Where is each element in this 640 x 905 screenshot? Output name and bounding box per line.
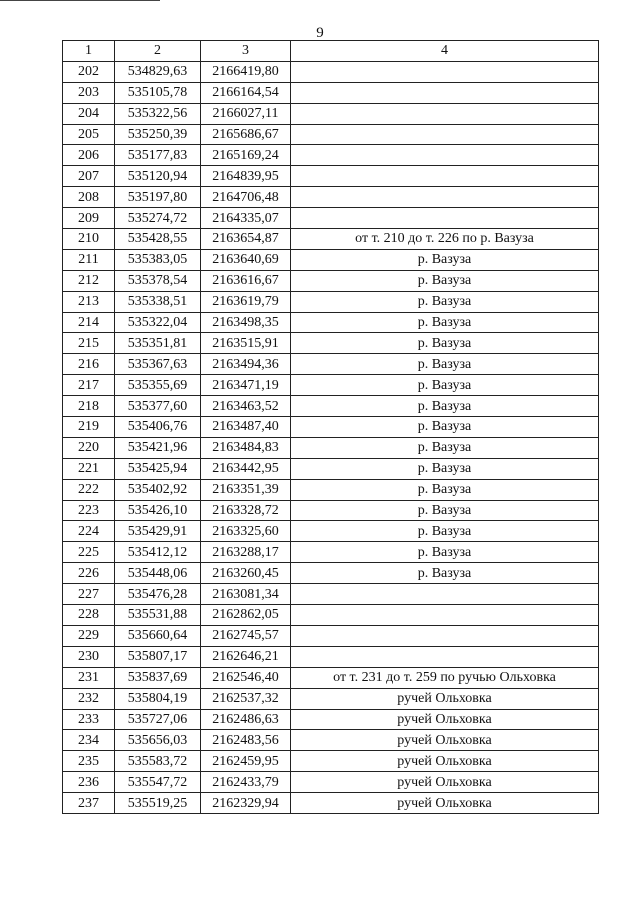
x-coordinate-cell: 535421,96 bbox=[115, 437, 201, 458]
y-coordinate-cell: 2163640,69 bbox=[201, 249, 291, 270]
y-coordinate-cell: 2163498,35 bbox=[201, 312, 291, 333]
table-row bbox=[63, 103, 599, 124]
table-row bbox=[63, 208, 599, 229]
table-row bbox=[63, 646, 599, 667]
description-cell: ручей Ольховка bbox=[291, 793, 599, 814]
table-row bbox=[63, 82, 599, 103]
point-number-cell: 207 bbox=[63, 166, 115, 187]
table-row bbox=[63, 730, 599, 751]
point-number-cell: 220 bbox=[63, 437, 115, 458]
x-coordinate-cell: 535519,25 bbox=[115, 793, 201, 814]
y-coordinate-cell: 2163260,45 bbox=[201, 563, 291, 584]
table-row bbox=[63, 500, 599, 521]
y-coordinate-cell: 2163654,87 bbox=[201, 229, 291, 250]
table-row bbox=[63, 145, 599, 166]
point-number-cell: 225 bbox=[63, 542, 115, 563]
x-coordinate-cell: 535660,64 bbox=[115, 625, 201, 646]
y-coordinate-cell: 2162329,94 bbox=[201, 793, 291, 814]
x-coordinate-cell: 535105,78 bbox=[115, 82, 201, 103]
description-cell: р. Вазуза bbox=[291, 396, 599, 417]
point-number-cell: 204 bbox=[63, 103, 115, 124]
x-coordinate-cell: 535377,60 bbox=[115, 396, 201, 417]
y-coordinate-cell: 2163494,36 bbox=[201, 354, 291, 375]
y-coordinate-cell: 2166419,80 bbox=[201, 61, 291, 82]
description-cell: от т. 210 до т. 226 по р. Вазуза bbox=[291, 229, 599, 250]
y-coordinate-cell: 2166027,11 bbox=[201, 103, 291, 124]
point-number-cell: 202 bbox=[63, 61, 115, 82]
table-row bbox=[63, 625, 599, 646]
header-col-3: 3 bbox=[201, 41, 291, 62]
point-number-cell: 223 bbox=[63, 500, 115, 521]
x-coordinate-cell: 535177,83 bbox=[115, 145, 201, 166]
description-cell: ручей Ольховка bbox=[291, 709, 599, 730]
x-coordinate-cell: 535727,06 bbox=[115, 709, 201, 730]
description-cell: р. Вазуза bbox=[291, 312, 599, 333]
x-coordinate-cell: 535547,72 bbox=[115, 772, 201, 793]
y-coordinate-cell: 2163081,34 bbox=[201, 584, 291, 605]
table-row bbox=[63, 270, 599, 291]
y-coordinate-cell: 2163328,72 bbox=[201, 500, 291, 521]
x-coordinate-cell: 535383,05 bbox=[115, 249, 201, 270]
y-coordinate-cell: 2162862,05 bbox=[201, 605, 291, 626]
point-number-cell: 235 bbox=[63, 751, 115, 772]
description-cell: от т. 231 до т. 259 по ручью Ольховка bbox=[291, 667, 599, 688]
header-col-2: 2 bbox=[115, 41, 201, 62]
y-coordinate-cell: 2163463,52 bbox=[201, 396, 291, 417]
point-number-cell: 231 bbox=[63, 667, 115, 688]
y-coordinate-cell: 2163351,39 bbox=[201, 479, 291, 500]
header-col-1: 1 bbox=[63, 41, 115, 62]
x-coordinate-cell: 535426,10 bbox=[115, 500, 201, 521]
point-number-cell: 211 bbox=[63, 249, 115, 270]
description-cell: ручей Ольховка bbox=[291, 772, 599, 793]
table-row bbox=[63, 542, 599, 563]
point-number-cell: 208 bbox=[63, 187, 115, 208]
point-number-cell: 229 bbox=[63, 625, 115, 646]
x-coordinate-cell: 535448,06 bbox=[115, 563, 201, 584]
point-number-cell: 203 bbox=[63, 82, 115, 103]
x-coordinate-cell: 535402,92 bbox=[115, 479, 201, 500]
y-coordinate-cell: 2165169,24 bbox=[201, 145, 291, 166]
table-row bbox=[63, 333, 599, 354]
table-row bbox=[63, 584, 599, 605]
point-number-cell: 227 bbox=[63, 584, 115, 605]
point-number-cell: 221 bbox=[63, 458, 115, 479]
description-cell: р. Вазуза bbox=[291, 521, 599, 542]
point-number-cell: 217 bbox=[63, 375, 115, 396]
y-coordinate-cell: 2163471,19 bbox=[201, 375, 291, 396]
x-coordinate-cell: 535274,72 bbox=[115, 208, 201, 229]
point-number-cell: 237 bbox=[63, 793, 115, 814]
table-row bbox=[63, 751, 599, 772]
table-row bbox=[63, 688, 599, 709]
point-number-cell: 212 bbox=[63, 270, 115, 291]
y-coordinate-cell: 2162433,79 bbox=[201, 772, 291, 793]
x-coordinate-cell: 535322,04 bbox=[115, 312, 201, 333]
x-coordinate-cell: 534829,63 bbox=[115, 61, 201, 82]
x-coordinate-cell: 535338,51 bbox=[115, 291, 201, 312]
x-coordinate-cell: 535804,19 bbox=[115, 688, 201, 709]
point-number-cell: 236 bbox=[63, 772, 115, 793]
table-row bbox=[63, 396, 599, 417]
description-cell: р. Вазуза bbox=[291, 270, 599, 291]
table-row bbox=[63, 354, 599, 375]
description-cell: р. Вазуза bbox=[291, 500, 599, 521]
table-row bbox=[63, 249, 599, 270]
x-coordinate-cell: 535425,94 bbox=[115, 458, 201, 479]
description-cell: ручей Ольховка bbox=[291, 730, 599, 751]
y-coordinate-cell: 2162459,95 bbox=[201, 751, 291, 772]
table-row bbox=[63, 61, 599, 82]
point-number-cell: 234 bbox=[63, 730, 115, 751]
point-number-cell: 213 bbox=[63, 291, 115, 312]
point-number-cell: 206 bbox=[63, 145, 115, 166]
point-number-cell: 226 bbox=[63, 563, 115, 584]
x-coordinate-cell: 535250,39 bbox=[115, 124, 201, 145]
point-number-cell: 218 bbox=[63, 396, 115, 417]
point-number-cell: 219 bbox=[63, 417, 115, 438]
point-number-cell: 209 bbox=[63, 208, 115, 229]
description-cell: р. Вазуза bbox=[291, 417, 599, 438]
table-row bbox=[63, 417, 599, 438]
table-row bbox=[63, 291, 599, 312]
description-cell bbox=[291, 124, 599, 145]
coordinates-table bbox=[62, 40, 599, 814]
table-row bbox=[63, 437, 599, 458]
y-coordinate-cell: 2164839,95 bbox=[201, 166, 291, 187]
y-coordinate-cell: 2162646,21 bbox=[201, 646, 291, 667]
table-header-row bbox=[63, 41, 599, 62]
description-cell bbox=[291, 103, 599, 124]
table-row bbox=[63, 166, 599, 187]
x-coordinate-cell: 535367,63 bbox=[115, 354, 201, 375]
table-row bbox=[63, 793, 599, 814]
y-coordinate-cell: 2162546,40 bbox=[201, 667, 291, 688]
table-row bbox=[63, 312, 599, 333]
y-coordinate-cell: 2163288,17 bbox=[201, 542, 291, 563]
description-cell: р. Вазуза bbox=[291, 563, 599, 584]
y-coordinate-cell: 2162483,56 bbox=[201, 730, 291, 751]
x-coordinate-cell: 535197,80 bbox=[115, 187, 201, 208]
description-cell: р. Вазуза bbox=[291, 249, 599, 270]
x-coordinate-cell: 535378,54 bbox=[115, 270, 201, 291]
description-cell bbox=[291, 646, 599, 667]
description-cell bbox=[291, 208, 599, 229]
description-cell: р. Вазуза bbox=[291, 375, 599, 396]
description-cell: р. Вазуза bbox=[291, 354, 599, 375]
y-coordinate-cell: 2165686,67 bbox=[201, 124, 291, 145]
table-row bbox=[63, 187, 599, 208]
table-row bbox=[63, 563, 599, 584]
description-cell: р. Вазуза bbox=[291, 458, 599, 479]
description-cell: р. Вазуза bbox=[291, 542, 599, 563]
point-number-cell: 215 bbox=[63, 333, 115, 354]
x-coordinate-cell: 535837,69 bbox=[115, 667, 201, 688]
description-cell: р. Вазуза bbox=[291, 437, 599, 458]
point-number-cell: 222 bbox=[63, 479, 115, 500]
point-number-cell: 224 bbox=[63, 521, 115, 542]
point-number-cell: 228 bbox=[63, 605, 115, 626]
x-coordinate-cell: 535412,12 bbox=[115, 542, 201, 563]
description-cell bbox=[291, 82, 599, 103]
table-row bbox=[63, 605, 599, 626]
point-number-cell: 210 bbox=[63, 229, 115, 250]
table-row bbox=[63, 124, 599, 145]
description-cell bbox=[291, 605, 599, 626]
y-coordinate-cell: 2163616,67 bbox=[201, 270, 291, 291]
x-coordinate-cell: 535406,76 bbox=[115, 417, 201, 438]
description-cell: р. Вазуза bbox=[291, 291, 599, 312]
y-coordinate-cell: 2163442,95 bbox=[201, 458, 291, 479]
y-coordinate-cell: 2163484,83 bbox=[201, 437, 291, 458]
point-number-cell: 232 bbox=[63, 688, 115, 709]
top-rule bbox=[0, 0, 160, 1]
point-number-cell: 205 bbox=[63, 124, 115, 145]
description-cell: ручей Ольховка bbox=[291, 688, 599, 709]
table-row bbox=[63, 479, 599, 500]
point-number-cell: 230 bbox=[63, 646, 115, 667]
x-coordinate-cell: 535355,69 bbox=[115, 375, 201, 396]
y-coordinate-cell: 2162486,63 bbox=[201, 709, 291, 730]
x-coordinate-cell: 535120,94 bbox=[115, 166, 201, 187]
header-col-4: 4 bbox=[291, 41, 599, 62]
table-row bbox=[63, 772, 599, 793]
description-cell bbox=[291, 187, 599, 208]
description-cell bbox=[291, 61, 599, 82]
y-coordinate-cell: 2162537,32 bbox=[201, 688, 291, 709]
y-coordinate-cell: 2166164,54 bbox=[201, 82, 291, 103]
x-coordinate-cell: 535807,17 bbox=[115, 646, 201, 667]
description-cell bbox=[291, 166, 599, 187]
x-coordinate-cell: 535322,56 bbox=[115, 103, 201, 124]
table-row bbox=[63, 458, 599, 479]
description-cell bbox=[291, 584, 599, 605]
description-cell bbox=[291, 145, 599, 166]
description-cell bbox=[291, 625, 599, 646]
description-cell: р. Вазуза bbox=[291, 333, 599, 354]
page-number: 9 bbox=[316, 25, 324, 41]
description-cell: р. Вазуза bbox=[291, 479, 599, 500]
y-coordinate-cell: 2163487,40 bbox=[201, 417, 291, 438]
x-coordinate-cell: 535429,91 bbox=[115, 521, 201, 542]
table-row bbox=[63, 667, 599, 688]
x-coordinate-cell: 535428,55 bbox=[115, 229, 201, 250]
x-coordinate-cell: 535656,03 bbox=[115, 730, 201, 751]
y-coordinate-cell: 2163515,91 bbox=[201, 333, 291, 354]
x-coordinate-cell: 535351,81 bbox=[115, 333, 201, 354]
point-number-cell: 233 bbox=[63, 709, 115, 730]
table-row bbox=[63, 521, 599, 542]
point-number-cell: 216 bbox=[63, 354, 115, 375]
y-coordinate-cell: 2163325,60 bbox=[201, 521, 291, 542]
y-coordinate-cell: 2164706,48 bbox=[201, 187, 291, 208]
y-coordinate-cell: 2164335,07 bbox=[201, 208, 291, 229]
description-cell: ручей Ольховка bbox=[291, 751, 599, 772]
point-number-cell: 214 bbox=[63, 312, 115, 333]
table-row bbox=[63, 229, 599, 250]
y-coordinate-cell: 2162745,57 bbox=[201, 625, 291, 646]
x-coordinate-cell: 535583,72 bbox=[115, 751, 201, 772]
x-coordinate-cell: 535531,88 bbox=[115, 605, 201, 626]
x-coordinate-cell: 535476,28 bbox=[115, 584, 201, 605]
table-row bbox=[63, 375, 599, 396]
y-coordinate-cell: 2163619,79 bbox=[201, 291, 291, 312]
table-row bbox=[63, 709, 599, 730]
